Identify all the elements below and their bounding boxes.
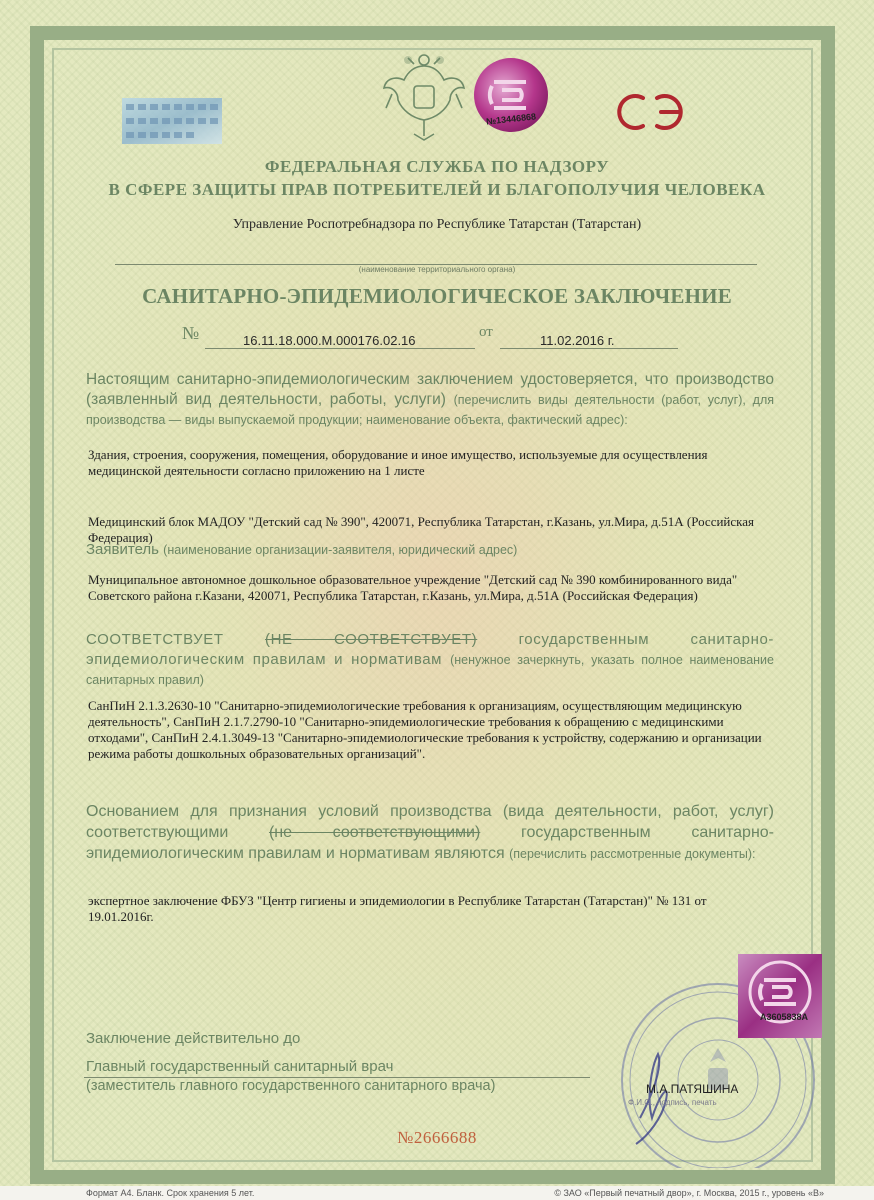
se-logo-icon — [613, 90, 689, 134]
basis-text-after: государственным санитарно-эпидемиологическим правилам и нормативам являются — [86, 824, 774, 862]
basis-statement — [86, 801, 774, 865]
applicant-details: Муниципальное автономное дошкольное образовательное учреждение "Детский сад № 390 комбинированного вида" Советского района г.Казани, 420071, Республика Татарстан, г.Казань, ул.Мира, д.51А (Российская Федерация) — [88, 572, 738, 603]
activity-description: Здания, строения, сооружения, помещения, оборудование и иное имущество, используемые для осуществления медицинской деятельности согласно приложению на 1 листе — [88, 447, 708, 478]
conformity-mark-bottom-icon — [738, 954, 822, 1038]
date-underline — [500, 348, 678, 349]
deputy-title: (заместитель главного государственного санитарного врача) — [86, 1078, 496, 1094]
valid-until-label: Заключение действительно до — [86, 1030, 301, 1047]
top-mark-number: №13446868 — [485, 111, 537, 127]
blank-serial-number: №2666688 — [397, 1128, 477, 1147]
certification-main-text: Настоящим санитарно-эпидемиологическим заключением удостоверяется, что производство (заявленный вид деятельности, работы, услуги) — [86, 371, 774, 408]
basis-documents: экспертное заключение ФБУЗ "Центр гигиены и эпидемиологии в Республике Татарстан (Татарстан)" № 131 от 19.01.2016г. — [88, 893, 707, 924]
signature-caption: Ф.И.О., подпись, печать — [628, 1098, 717, 1107]
basis-text-before: Основанием для признания условий производства (вида деятельности, работ, услуг) соответствующими — [86, 803, 774, 841]
agency-name-line2: В СФЕРЕ ЗАЩИТЫ ПРАВ ПОТРЕБИТЕЛЕЙ И БЛАГОПОЛУЧИЯ ЧЕЛОВЕКА — [108, 180, 766, 199]
print-footer-left: Формат А4. Бланк. Срок хранения 5 лет. — [86, 1188, 255, 1198]
territorial-office: Управление Роспотребнадзора по Республике Татарстан (Татарстан) — [232, 217, 642, 232]
sanitary-rules-list: СанПиН 2.1.3.2630-10 "Санитарно-эпидемиологические требования к организациям, осуществляющим медицинскую деятельность", СанПиН 2.1.7.2790-10 "Санитарно-эпидемиологические требования к обращению с медицинскими отходами", СанПиН 2.4.1.3049-13 "Санитарно-эпидемиологические требования к устройству, содержанию и организации режима работы дошкольных образовательных организаций". — [88, 698, 762, 761]
compliance-hint: (ненужное зачеркнуть, указать полное наименование санитарных правил) — [86, 653, 774, 687]
applicant-heading — [86, 541, 517, 558]
applicant-label: Заявитель — [86, 541, 159, 558]
chief-doctor-title: Главный государственный санитарный врач — [86, 1058, 394, 1075]
office-caption: (наименование территориального органа) — [358, 265, 516, 274]
date-label: от — [479, 324, 493, 340]
document-title: САНИТАРНО-ЭПИДЕМИОЛОГИЧЕСКОЕ ЗАКЛЮЧЕНИЕ — [142, 284, 732, 308]
print-footer-right: © ЗАО «Первый печатный двор», г. Москва, 2015 г., уровень «В» — [554, 1188, 824, 1198]
coat-of-arms-emblem-icon — [378, 48, 470, 146]
basis-hint: (перечислить рассмотренные документы): — [509, 847, 756, 861]
issue-date: 11.02.2016 г. — [540, 333, 615, 348]
bottom-mark-number: А3605838А — [760, 1012, 809, 1022]
certification-hint: (перечислить виды деятельности (работ, услуг), для производства — виды выпускаемой продукции; наименование объекта, фактический адрес): — [86, 393, 775, 427]
complies-label: СООТВЕТСТВУЕТ — [86, 631, 224, 648]
certificate-number: 16.11.18.000.М.000176.02.16 — [243, 333, 416, 348]
signer-name: М.А.ПАТЯШИНА — [646, 1082, 739, 1096]
print-footer — [0, 1186, 874, 1200]
hologram-sticker-icon — [122, 98, 222, 144]
basis-struck: (не соответствующими) — [268, 824, 481, 841]
object-address: Медицинский блок МАДОУ "Детский сад № 390", 420071, Республика Татарстан, г.Казань, ул.Мира, д.51А (Российская Федерация) — [88, 514, 755, 545]
not-complies-struck: (НЕ СООТВЕТСТВУЕТ) — [265, 631, 478, 648]
number-sign: № — [182, 323, 200, 343]
compliance-main-text: государственным санитарно-эпидемиологическим правилам и нормативам — [86, 631, 774, 668]
certification-statement — [86, 370, 774, 430]
compliance-statement — [86, 630, 774, 690]
applicant-hint: (наименование организации-заявителя, юридический адрес) — [163, 543, 518, 557]
agency-name-line1: ФЕДЕРАЛЬНАЯ СЛУЖБА ПО НАДЗОРУ — [264, 157, 610, 176]
number-underline — [205, 348, 475, 349]
